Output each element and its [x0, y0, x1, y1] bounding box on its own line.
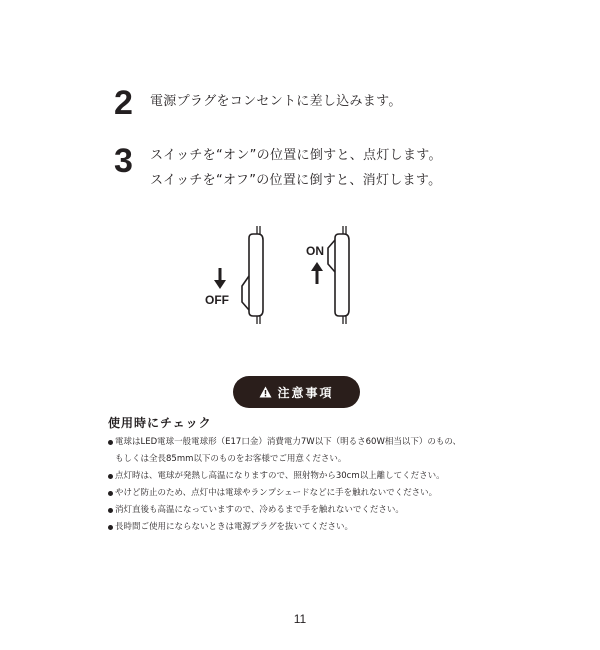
step-text — [150, 89, 402, 114]
note-text: 消灯直後も高温になっていますので、冷めるまで手を触れないでください。 — [115, 505, 404, 515]
step-2 — [114, 86, 402, 120]
caution-notes-list — [108, 434, 508, 536]
step-number: 3 — [114, 142, 133, 180]
note-text-continued: もしくは全長85mm以下のものをお客様でご用意ください。 — [115, 454, 347, 464]
list-item — [108, 519, 508, 536]
switch-on-diagram — [300, 226, 370, 326]
off-label: OFF — [205, 293, 229, 307]
bullet-icon — [108, 491, 113, 496]
note-text: やけど防止のため、点灯中は電球やランプシェードなどに手を触れないでください。 — [115, 488, 438, 498]
bullet-icon — [108, 440, 113, 445]
list-item — [108, 434, 508, 468]
step-line: 電源プラグをコンセントに差し込みます。 — [150, 94, 402, 109]
list-item — [108, 485, 508, 502]
step-3 — [114, 144, 442, 193]
note-text: 電球はLED電球一般電球形（E17口金）消費電力7W以下（明るさ60W相当以下）のもの、 — [115, 437, 462, 447]
step-text — [150, 143, 442, 193]
section-heading: 使用時にチェック — [108, 416, 212, 430]
step-number: 2 — [114, 84, 133, 122]
bullet-icon — [108, 508, 113, 513]
switch-off-illustration — [200, 226, 280, 326]
bullet-icon — [108, 474, 113, 479]
on-label: ON — [306, 244, 324, 258]
note-text: 点灯時は、電球が発熱し高温になりますので、照射物から30cm以上離してください。 — [115, 471, 445, 481]
note-text: 長時間ご使用にならないときは電源プラグを抜いてください。 — [115, 522, 354, 532]
bullet-icon — [108, 525, 113, 530]
list-item — [108, 502, 508, 519]
page-number: 11 — [293, 612, 307, 626]
warning-triangle-icon — [259, 386, 272, 398]
list-item — [108, 468, 508, 485]
switch-on-illustration — [300, 226, 370, 326]
step-line: スイッチを“オン”の位置に倒すと、点灯します。 — [150, 148, 442, 163]
caution-badge — [233, 376, 360, 408]
caution-label: 注意事項 — [277, 385, 334, 400]
step-line: スイッチを“オフ”の位置に倒すと、消灯します。 — [150, 173, 442, 188]
switch-off-diagram — [200, 226, 280, 326]
